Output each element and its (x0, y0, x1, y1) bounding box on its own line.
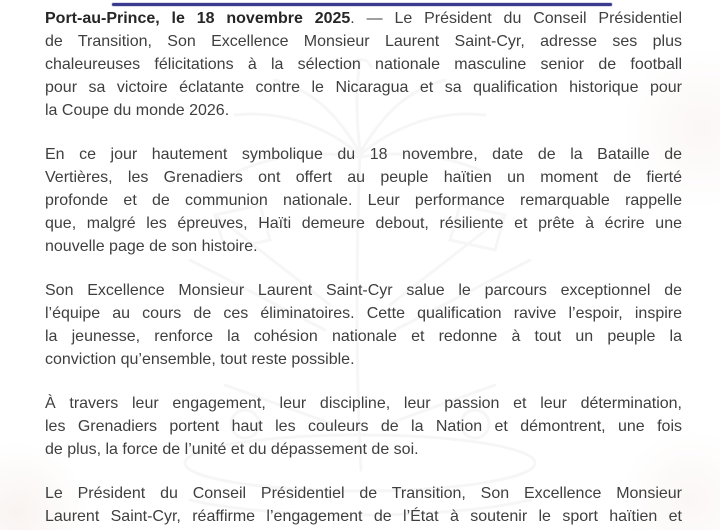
text-segment: Laurent Saint-Cyr, réaffirme l’engagement de l’État à soutenir le sport haïtien et (45, 508, 682, 525)
paragraph-1 (45, 7, 682, 122)
text-segment: la jeunesse, renforce la cohésion nationale et redonne à tout un peuple la (45, 328, 682, 345)
text-line (45, 482, 682, 505)
text-segment: . — Le Président du Conseil Présidentiel (350, 10, 682, 27)
text-line (45, 438, 682, 461)
paragraph-5 (45, 482, 682, 528)
text-segment: l’équipe au cours de ces éliminatoires. Cette qualification ravive l’espoir, inspire (45, 305, 682, 322)
text-segment: Le Président du Conseil Présidentiel de Transition, Son Excellence Monsieur (45, 485, 682, 502)
text-line (45, 415, 682, 438)
paragraph-3 (45, 279, 682, 371)
text-line (45, 302, 682, 325)
text-segment: conviction qu’ensemble, tout reste possible. (45, 351, 355, 368)
text-segment: les Grenadiers portent haut les couleurs de la Nation et démontrent, une fois (45, 418, 682, 435)
press-release-body (45, 7, 682, 530)
dateline: Port-au-Prince, le 18 novembre 2025 (45, 10, 351, 27)
text-segment: que, malgré les épreuves, Haïti demeure debout, résiliente et prête à écrire une (45, 215, 682, 232)
text-segment: pour sa victoire éclatante contre le Nicaragua et sa qualification historique pour (45, 79, 682, 96)
text-line (45, 189, 682, 212)
text-line (45, 7, 682, 30)
text-line (45, 166, 682, 189)
text-line (45, 505, 682, 528)
letterhead-rule (112, 3, 612, 6)
text-line (45, 76, 682, 99)
text-line (45, 99, 682, 122)
text-segment: nouvelle page de son histoire. (45, 238, 258, 255)
text-line (45, 348, 682, 371)
text-segment: de Transition, Son Excellence Monsieur Laurent Saint-Cyr, adresse ses plus (45, 33, 682, 50)
text-segment: la Coupe du monde 2026. (45, 102, 230, 119)
text-segment: À travers leur engagement, leur discipline, leur passion et leur détermination, (45, 395, 682, 412)
text-line (45, 212, 682, 235)
text-line (45, 30, 682, 53)
text-line (45, 235, 682, 258)
text-line (45, 279, 682, 302)
text-segment: chaleureuses félicitations à la sélection nationale masculine senior de football (45, 56, 682, 73)
text-line (45, 392, 682, 415)
text-segment: de plus, la force de l’unité et du dépassement de soi. (45, 441, 419, 458)
text-segment: Son Excellence Monsieur Laurent Saint-Cyr salue le parcours exceptionnel de (45, 282, 682, 299)
text-segment: Vertières, les Grenadiers ont offert au peuple haïtien un moment de fierté (45, 169, 682, 186)
text-line (45, 53, 682, 76)
paragraph-2 (45, 143, 682, 258)
text-line (45, 143, 682, 166)
text-line (45, 325, 682, 348)
text-segment: En ce jour hautement symbolique du 18 novembre, date de la Bataille de (45, 146, 682, 163)
paragraph-4 (45, 392, 682, 461)
text-segment: profonde et de communion nationale. Leur performance remarquable rappelle (45, 192, 682, 209)
